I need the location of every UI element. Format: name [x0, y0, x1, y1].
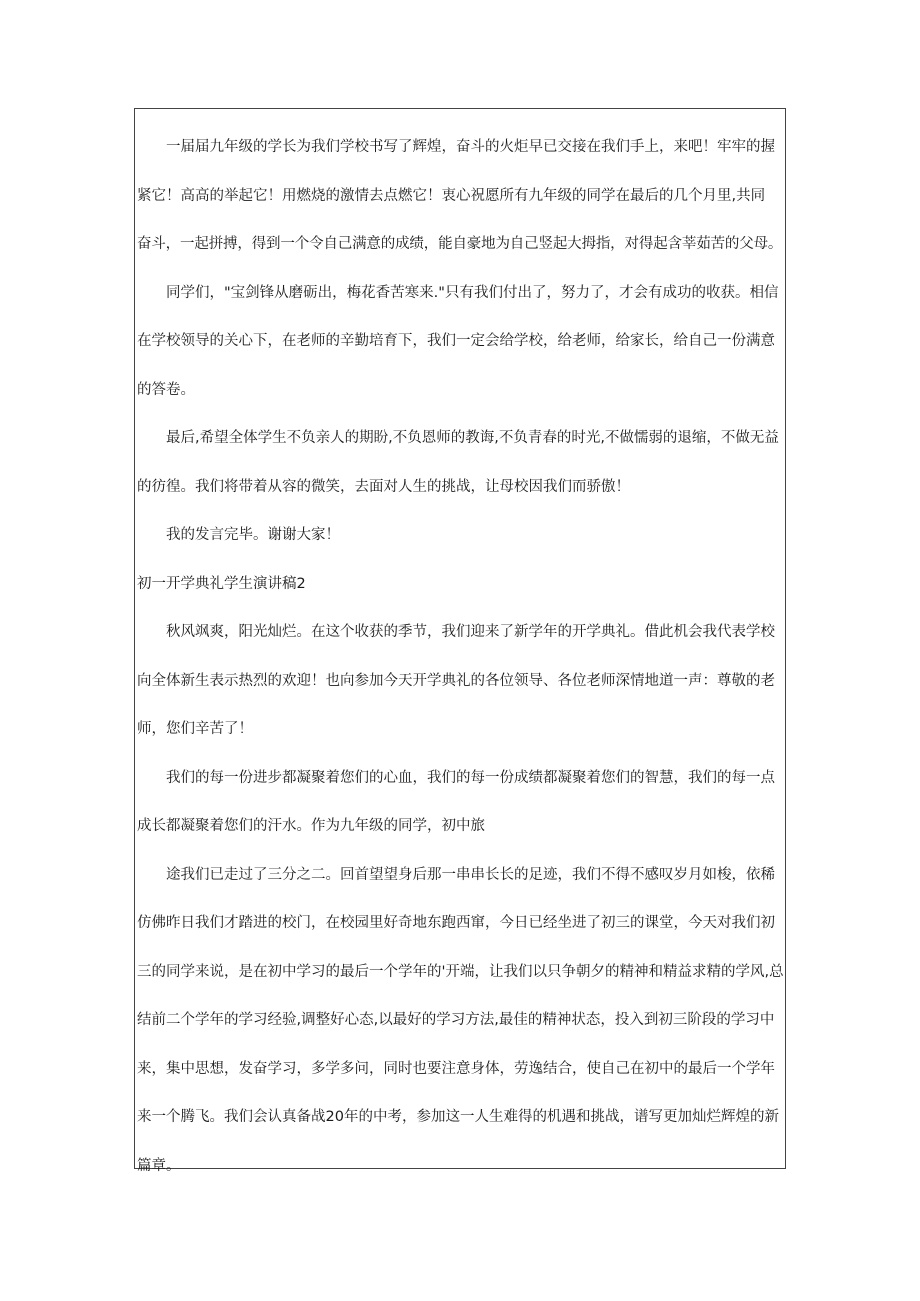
- text-line: 紧它！高高的举起它！用燃烧的激情去点燃它！衷心祝愿所有九年级的同学在最后的几个月里,共同: [137, 187, 766, 204]
- text-line: 的答卷。: [137, 381, 195, 398]
- text-line: 的彷徨。我们将带着从容的微笑，去面对人生的挑战，让母校因我们而骄傲！: [137, 478, 630, 495]
- text-line: 成长都凝聚着您们的汗水。作为九年级的同学，初中旅: [137, 818, 485, 834]
- text-line: 结前二个学年的学习经验,调整好心态,以最好的学习方法,最佳的精神状态，投入到初三阶段的学习中: [137, 1012, 775, 1028]
- text-line: 我的发言完毕。谢谢大家！: [166, 527, 340, 543]
- text-line: 在学校领导的关心下，在老师的辛勤培育下，我们一定会给学校，给老师，给家长，给自己一份满意: [137, 333, 775, 349]
- text-line: 来一个腾飞。我们会认真备战20年的中考，参加这一人生难得的机遇和挑战，谱写更加灿烂辉煌的新: [137, 1109, 779, 1125]
- text-line: 仿佛昨日我们才踏进的校门，在校园里好奇地东跑西窜，今日已经坐进了初三的课堂，今天对我们初: [137, 915, 775, 931]
- section-heading: 初一开学典礼学生演讲稿2: [137, 575, 306, 592]
- text-line: 三的同学来说，是在初中学习的最后一个学年的'开端，让我们以只争朝夕的精神和精益求精的学风,总: [137, 963, 784, 980]
- text-line: 师，您们辛苦了！: [137, 721, 253, 737]
- text-line: 篇章。: [137, 1157, 181, 1174]
- document-body: [137, 123, 785, 1190]
- text-line: 一届届九年级的学长为我们学校书写了辉煌，奋斗的火炬早已交接在我们手上，来吧！牢牢的握: [166, 139, 775, 155]
- text-line: 秋风飒爽，阳光灿烂。在这个收获的季节，我们迎来了新学年的开学典礼。借此机会我代表学校: [166, 624, 775, 640]
- text-line: 途我们已走过了三分之二。回首望望身后那一串串长长的足迹，我们不得不感叹岁月如梭，依稀: [166, 866, 775, 883]
- text-line: 向全体新生表示热烈的欢迎！也向参加今天开学典礼的各位领导、各位老师深情地道一声：尊敬的老: [137, 672, 775, 689]
- text-line: 奋斗，一起拼搏，得到一个令自己满意的成绩，能自豪地为自己竖起大拇指，对得起含莘茹苦的父母。: [137, 236, 783, 252]
- text-line: 来，集中思想，发奋学习，多学多问，同时也要注意身体，劳逸结合，使自己在初中的最后一个学年: [137, 1060, 775, 1077]
- text-line: 最后,希望全体学生不负亲人的期盼,不负恩师的教诲,不负青春的时光,不做懦弱的退缩，不做无益: [166, 430, 779, 446]
- text-line: 同学们，"宝剑锋从磨砺出，梅花香苦寒来."只有我们付出了，努力了，才会有成功的收获。相信: [166, 284, 779, 301]
- text-line: 我们的每一份进步都凝聚着您们的心血，我们的每一份成绩都凝聚着您们的智慧，我们的每一点: [166, 769, 775, 786]
